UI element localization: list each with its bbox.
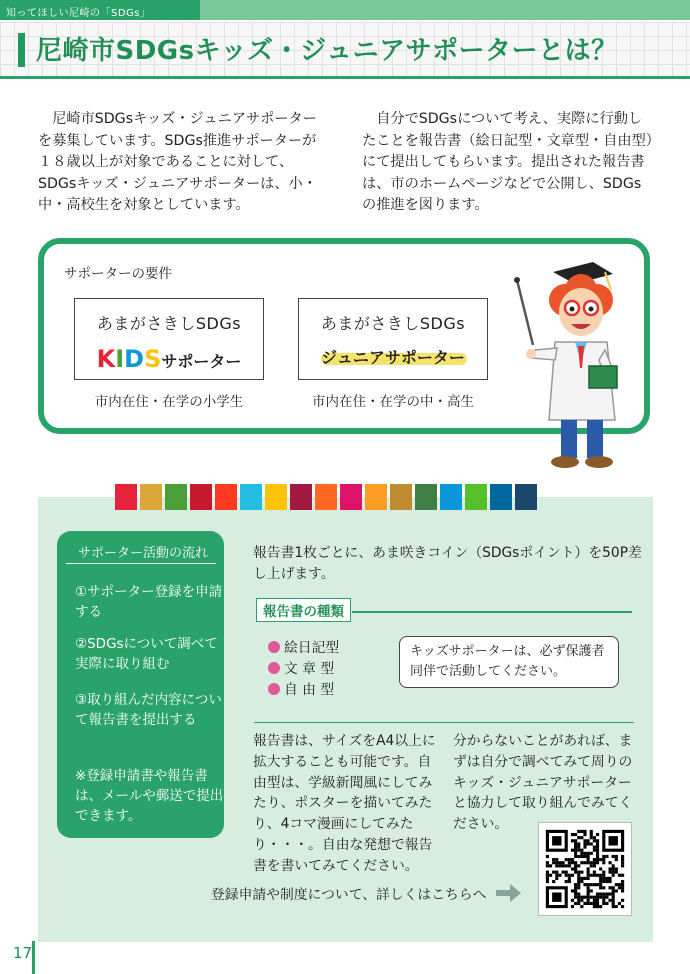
- sdg-color-swatch: [315, 484, 337, 510]
- teacher-mascot-illustration: [505, 250, 635, 476]
- sdg-color-swatch: [265, 484, 287, 510]
- report-type-item: [268, 678, 334, 698]
- flow-heading: サポーター活動の流れ: [77, 546, 208, 561]
- kids-logo-top: あまがさきしSDGs: [96, 314, 242, 333]
- guardian-note: キッズサポーターは、必ず保護者同伴で活動してください。: [399, 636, 619, 688]
- kids-supporter-logo: [74, 298, 264, 380]
- sdg-color-swatch: [190, 484, 212, 510]
- help-text: 分からないことがあれば、まずは自分で調べてみて周りのキッズ・ジュニアサポーターと協力して取り組んでみてください。: [453, 733, 633, 833]
- kids-logo-bottom: [75, 345, 263, 373]
- flow-note: ※登録申請書や報告書は、メールや郵送で提出できます。: [75, 768, 224, 824]
- title-accent-bar: [18, 33, 25, 67]
- reward-text: 報告書1枚ごとに、あま咲きコイン（SDGsポイント）を50P差し上げます。: [253, 545, 642, 582]
- sdg-color-swatch: [515, 484, 537, 510]
- flow-heading-rule: [66, 563, 216, 564]
- report-type-label: 自 由 型: [284, 682, 335, 698]
- report-type-item: [268, 636, 339, 656]
- report-type-label: 文 章 型: [284, 661, 335, 677]
- sdg-color-swatch: [465, 484, 487, 510]
- sdg-color-swatch: [415, 484, 437, 510]
- junior-logo-top: あまがさきしSDGs: [320, 314, 466, 333]
- sdg-color-swatch: [490, 484, 512, 510]
- page-title: 尼崎市SDGsキッズ・ジュニアサポーターとは？: [36, 36, 618, 66]
- report-size-text: 報告書は、サイズをA4以上に拡大することも可能です。自由型は、学級新聞風にしてみたり、ポスターを描いてみたり、4コマ漫画にしてみたり・・・。自由な発想で報告書を書いてみてください。: [253, 733, 436, 874]
- bullet-dot-icon: [268, 683, 280, 695]
- bullet-dot-icon: [268, 641, 280, 653]
- flow-step-2: ②SDGsについて調べて実際に取り組む: [75, 636, 218, 672]
- page-number: 17: [13, 944, 33, 962]
- header-band: [200, 0, 690, 20]
- title-rule: [0, 76, 690, 79]
- junior-caption: 市内在住・在学の中・高生: [312, 394, 474, 410]
- kids-letter-k: K: [96, 345, 116, 373]
- junior-logo-bottom: ジュニアサポーター: [321, 348, 465, 367]
- report-type-label: 絵日記型: [284, 640, 340, 656]
- sdg-color-swatch: [390, 484, 412, 510]
- sdg-color-swatch: [440, 484, 462, 510]
- junior-supporter-logo: [298, 298, 488, 380]
- section-tag: 知ってほしい尼崎の「SDGs」: [6, 8, 151, 19]
- kids-letter-i: I: [115, 345, 125, 373]
- sdg-color-swatch: [165, 484, 187, 510]
- kids-caption: 市内在住・在学の小学生: [94, 394, 244, 410]
- qr-code[interactable]: [538, 822, 632, 916]
- kids-letter-s: S: [144, 345, 162, 373]
- sdg-color-swatch: [115, 484, 137, 510]
- sdg-color-swatch: [365, 484, 387, 510]
- intro-left-paragraph: 尼崎市SDGsキッズ・ジュニアサポーターを募集しています。SDGs推進サポーターが１８歳以上が対象であることに対して、SDGsキッズ・ジュニアサポーターは、小・中・高校生を対象としています。: [38, 111, 317, 213]
- sdg-color-swatch: [340, 484, 362, 510]
- arrow-right-icon: [494, 882, 522, 904]
- report-types-label: 報告書の種類: [256, 598, 351, 622]
- sdg-color-swatch: [140, 484, 162, 510]
- intro-right-paragraph: 自分でSDGsについて考え、実際に行動したことを報告書（絵日記型・文章型・自由型）にて提出してもらいます。提出された報告書は、市のホームページなどで公開し、SDGsの推進を図ります。: [362, 111, 653, 213]
- sdg-color-swatch: [215, 484, 237, 510]
- registration-link-text: 登録申請や制度について、詳しくはこちらへ: [211, 887, 487, 903]
- sdg-color-swatch: [240, 484, 262, 510]
- flow-step-1: ①サポーター登録を申請する: [75, 584, 223, 620]
- kids-letter-d: D: [124, 345, 145, 373]
- bullet-dot-icon: [268, 662, 280, 674]
- sdg-color-swatch: [290, 484, 312, 510]
- kids-logo-suffix: サポーター: [161, 352, 242, 371]
- section-divider: [254, 722, 634, 723]
- requirements-heading: サポーターの要件: [64, 266, 172, 282]
- page-number-bar: [32, 941, 35, 974]
- report-types-rule: [352, 611, 632, 613]
- flow-step-3: ③取り組んだ内容について報告書を提出する: [75, 692, 222, 728]
- report-type-item: [268, 657, 334, 677]
